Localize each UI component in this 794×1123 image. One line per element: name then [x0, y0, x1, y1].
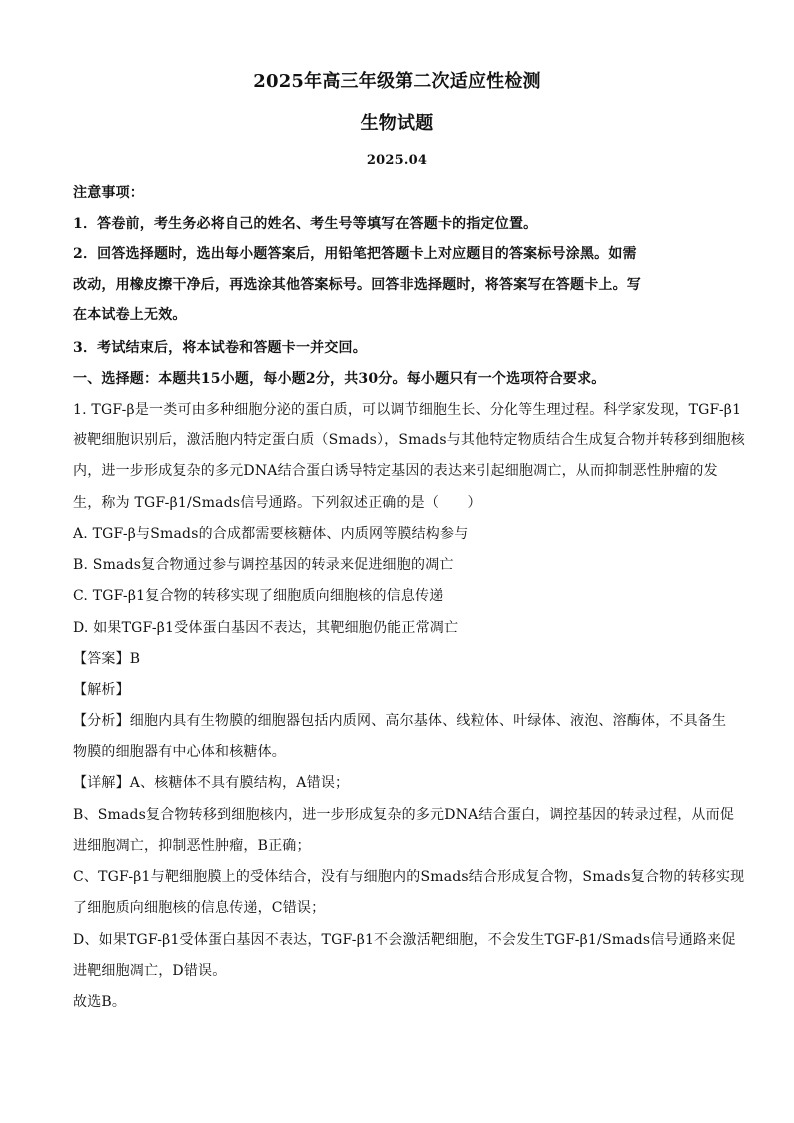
detail-line5: 了细胞质向细胞核的信息传递，C错误； — [73, 900, 326, 916]
question-stem-line4: 生，称为 TGF-β1/Smads信号通路。下列叙述正确的是（ ） — [73, 495, 482, 511]
answer-label: 【答案】B — [73, 651, 141, 667]
exam-date: 2025.04 — [366, 153, 428, 168]
detail-line3: 进细胞凋亡，抑制恶性肿瘤，B正确； — [73, 838, 311, 854]
final-choice: 故选B。 — [73, 994, 127, 1010]
notice-item-3: 3．考试结束后，将本试卷和答题卡一并交回。 — [73, 340, 367, 356]
option-d: D. 如果TGF-β1受体蛋白基因不表达，其靶细胞仍能正常凋亡 — [73, 620, 459, 636]
notice-heading: 注意事项： — [73, 185, 144, 201]
detail-line7: 进靶细胞凋亡，D错误。 — [73, 963, 227, 979]
notice-item-2-line3: 在本试卷上无效。 — [73, 307, 187, 323]
option-a: A. TGF-β与Smads的合成都需要核糖体、内质网等膜结构参与 — [73, 526, 469, 542]
option-c: C. TGF-β1复合物的转移实现了细胞质向细胞核的信息传递 — [73, 588, 444, 604]
option-b: B. Smads复合物通过参与调控基因的转录来促进细胞的凋亡 — [73, 557, 454, 573]
analysis-line2: 物膜的细胞器有中心体和核糖体。 — [73, 744, 286, 760]
detail-line4: C、TGF-β1与靶细胞膜上的受体结合，没有与细胞内的Smads结合形成复合物，Smads复合物的转移实现 — [73, 869, 745, 885]
exam-subject: 生物试题 — [360, 113, 434, 134]
question-stem-line3: 内，进一步形成复杂的多元DNA结合蛋白诱导特定基因的表达来引起细胞凋亡，从而抑制恶性肿瘤的发 — [73, 463, 718, 479]
notice-item-1: 1．答卷前，考生务必将自己的姓名、考生号等填写在答题卡的指定位置。 — [73, 216, 538, 232]
detail-line2: B、Smads复合物转移到细胞核内，进一步形成复杂的多元DNA结合蛋白，调控基因的转录过程，从而促 — [73, 807, 735, 823]
notice-item-2-line2: 改动，用橡皮擦干净后，再选涂其他答案标号。回答非选择题时，将答案写在答题卡上。写 — [73, 277, 641, 293]
section-heading: 一、选择题：本题共15小题，每小题2分，共30分。每小题只有一个选项符合要求。 — [73, 371, 606, 387]
detail-line6: D、如果TGF-β1受体蛋白基因不表达，TGF-β1不会激活靶细胞，不会发生TGF-β1/Smads信号通路来促 — [73, 932, 736, 948]
question-stem-line1: 1. TGF-β是一类可由多种细胞分泌的蛋白质，可以调节细胞生长、分化等生理过程。科学家发现，TGF-β1 — [73, 402, 742, 418]
exam-title: 2025年高三年级第二次适应性检测 — [253, 71, 541, 92]
analysis-line1: 【分析】细胞内具有生物膜的细胞器包括内质网、高尔基体、线粒体、叶绿体、液泡、溶酶体，不具备生 — [73, 713, 727, 729]
detail-line1: 【详解】A、核糖体不具有膜结构，A错误； — [73, 775, 350, 791]
analysis-label: 【解析】 — [73, 682, 130, 698]
notice-item-2-line1: 2．回答选择题时，选出每小题答案后，用铅笔把答题卡上对应题目的答案标号涂黑。如需 — [73, 246, 637, 262]
question-stem-line2: 被靶细胞识别后，激活胞内特定蛋白质（Smads），Smads与其他特定物质结合生成复合物并转移到细胞核 — [73, 432, 745, 448]
